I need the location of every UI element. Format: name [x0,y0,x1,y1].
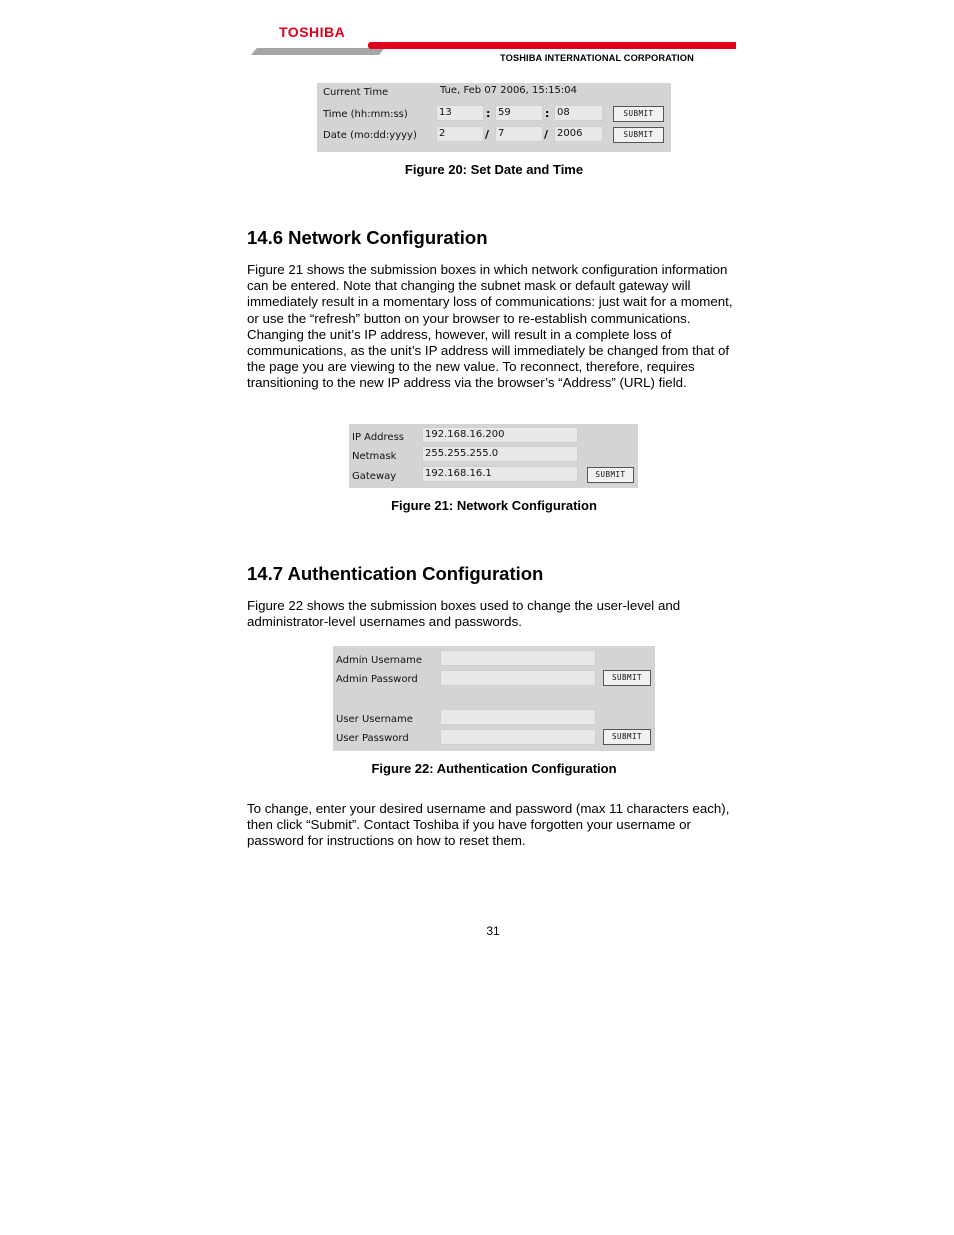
figure-21-caption: Figure 21: Network Configuration [391,498,597,513]
netmask-input[interactable]: 255.255.255.0 [422,446,578,462]
network-config-panel [349,424,638,488]
gateway-input[interactable]: 192.168.16.1 [422,466,578,482]
admin-password-label: Admin Password [336,674,418,685]
current-time-value: Tue, Feb 07 2006, 15:15:04 [440,85,577,96]
figure-22-caption: Figure 22: Authentication Configuration [371,761,617,776]
date-separator: / [485,128,490,141]
date-label: Date (mo:dd:yyyy) [323,130,417,141]
user-username-label: User Username [336,714,413,725]
network-submit-button[interactable]: SUBMIT [587,467,634,483]
corporation-name: TOSHIBA INTERNATIONAL CORPORATION [500,53,694,63]
admin-username-label: Admin Username [336,655,423,666]
year-input[interactable]: 2006 [554,126,603,142]
time-separator: : [486,107,491,120]
hour-input[interactable]: 13 [436,105,484,121]
figure-20-caption: Figure 20: Set Date and Time [404,162,584,177]
section-14-7-body: Figure 22 shows the submission boxes used to change the user-level and administrator-level usernames and passwords. [247,598,681,630]
ip-address-input[interactable]: 192.168.16.200 [422,427,578,443]
user-password-label: User Password [336,733,409,744]
date-submit-button[interactable]: SUBMIT [613,127,664,143]
admin-submit-button[interactable]: SUBMIT [603,670,651,686]
netmask-label: Netmask [352,451,397,462]
time-submit-button[interactable]: SUBMIT [613,106,664,122]
admin-password-input[interactable] [440,670,596,686]
date-separator: / [544,128,549,141]
month-input[interactable]: 2 [436,126,484,142]
current-time-label: Current Time [323,87,389,98]
minute-input[interactable]: 59 [495,105,543,121]
section-14-6-body: Figure 21 shows the submission boxes in which network configuration information can be entered. Note that changing the subnet mask or default gateway will immediately result in a momentary loss of communications: just wait for a moment, or use the “refresh” button on your browser to re-establish communications. Changing the unit’s IP address, however, will result in a complete loss of communications, as the unit’s IP address will immediately be changed from that of the page you are viewing to the new value. To reconnect, therefore, requires transitioning to the new IP address via the browser’s “Address” (URL) field. [247,262,733,391]
closing-paragraph: To change, enter your desired username and password (max 11 characters each), then click “Submit”. Contact Toshiba if you have forgotten your username or password for instructions on how to reset them. [247,801,730,849]
user-username-input[interactable] [440,709,596,725]
page-number: 31 [486,924,500,938]
day-input[interactable]: 7 [495,126,543,142]
user-password-input[interactable] [440,729,596,745]
gateway-label: Gateway [352,471,397,482]
admin-username-input[interactable] [440,650,596,666]
time-label: Time (hh:mm:ss) [323,109,408,120]
auth-config-panel [333,646,655,751]
section-14-6-heading: 14.6 Network Configuration [247,227,488,248]
date-time-panel [317,83,671,152]
time-separator: : [545,107,550,120]
second-input[interactable]: 08 [554,105,603,121]
toshiba-logo: TOSHIBA [279,24,346,40]
header-gray-stripe [251,48,385,55]
section-14-7-heading: 14.7 Authentication Configuration [247,563,544,584]
ip-address-label: IP Address [352,432,404,443]
user-submit-button[interactable]: SUBMIT [603,729,651,745]
header-red-stripe [368,42,736,49]
